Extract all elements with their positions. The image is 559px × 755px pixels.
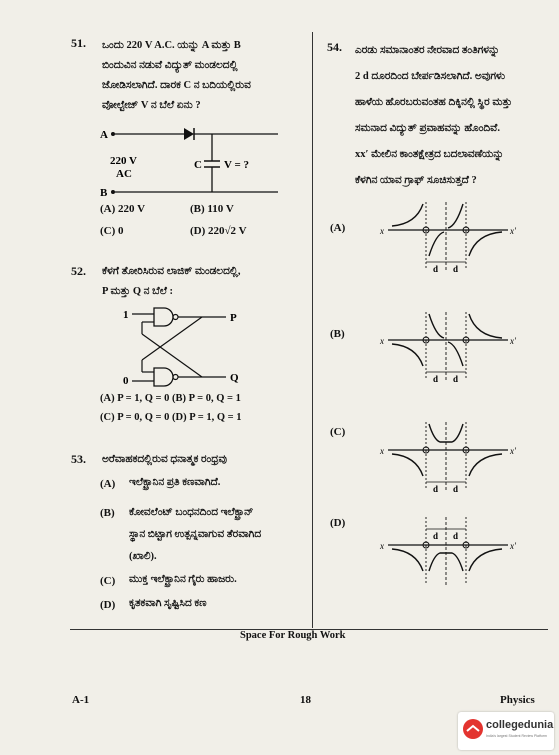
input-zero-label: 0 <box>123 375 129 387</box>
q51-option-a[interactable]: (A) 220 V <box>100 203 146 215</box>
question-54-number: 54. <box>327 40 342 54</box>
q51-option-b[interactable]: (B) 110 V <box>190 203 234 215</box>
x-axis-label: x <box>380 446 384 456</box>
footer-code: A-1 <box>72 694 90 706</box>
question-53-text: ಅರೆವಾಹಕದಲ್ಲಿರುವ ಧನಾತ್ಮಕ ರಂಧ್ರವು <box>102 454 228 465</box>
x-prime-axis-label: x′ <box>510 446 516 456</box>
distance-label: d <box>453 264 459 274</box>
question-53-number: 53. <box>71 452 86 466</box>
collegedunia-badge[interactable] <box>458 712 554 750</box>
nand-gate-icon <box>132 368 178 386</box>
question-51-text <box>102 36 251 116</box>
field-curve <box>392 204 423 226</box>
field-curve <box>392 344 423 366</box>
x-prime-axis-label: x′ <box>510 541 516 551</box>
q52-line: P ಮತ್ತು Q ನ ಬೆಲೆ : <box>102 286 174 297</box>
output-p-label: P <box>230 312 237 324</box>
q54-graph-c[interactable] <box>378 420 528 520</box>
distance-label: d <box>453 374 459 384</box>
source-label: 220 V <box>110 155 137 167</box>
q52-line: ಕೆಳಗೆ ತೋರಿಸಿರುವ ಲಾಜಿಕ್ ಮಂಡಲದಲ್ಲಿ, <box>102 266 241 277</box>
q53-option-c-key[interactable]: (C) <box>100 575 116 587</box>
q52-options-row-1[interactable]: (A) P = 1, Q = 0 (B) P = 0, Q = 1 <box>100 393 241 404</box>
q53-option-d-key[interactable]: (D) <box>100 599 116 611</box>
footer-subject: Physics <box>500 694 535 706</box>
q52-options-row-2[interactable]: (C) P = 0, Q = 0 (D) P = 1, Q = 1 <box>100 412 242 423</box>
field-curve <box>469 549 502 571</box>
distance-label: d <box>433 531 439 541</box>
distance-label: d <box>453 484 459 494</box>
rough-work-label: Space For Rough Work <box>240 630 346 641</box>
distance-label: d <box>453 531 459 541</box>
q52-logic-diagram <box>118 304 248 390</box>
q54-line: ಎರಡು ಸಮಾನಾಂತರ ನೇರವಾದ ತಂತಿಗಳನ್ನು <box>355 45 500 56</box>
distance-label: d <box>433 264 439 274</box>
q53-b-line: ಕೋವಲೆಂಟ್ ಬಂಧನದಿಂದ ಇಲೆಕ್ಟ್ರಾನ್ <box>129 507 254 518</box>
q53-option-d-text[interactable]: ಕೃತಕವಾಗಿ ಸೃಷ್ಟಿಸಿದ ಕಣ <box>129 598 207 609</box>
q51-option-d[interactable]: (D) 220√2 V <box>190 225 247 237</box>
q54-option-d-key[interactable]: (D) <box>330 517 346 529</box>
q54-line: ಸಮನಾದ ವಿದ್ಯುತ್ ಪ್ರವಾಹವನ್ನು ಹೊಂದಿವೆ. <box>355 123 500 134</box>
collegedunia-logo-icon <box>462 718 484 740</box>
source-label-ac: AC <box>116 168 132 180</box>
q54-graph-d[interactable] <box>378 515 528 615</box>
q54-option-a-key[interactable]: (A) <box>330 222 346 234</box>
q54-line: 2 d ದೂರದಿಂದ ಬೇರ್ಪಡಿಸಲಾಗಿದೆ. ಅವುಗಳು <box>355 71 506 82</box>
field-curve <box>392 549 423 571</box>
output-q-label: Q <box>230 372 239 384</box>
q53-b-line: ಸ್ಥಾನ ಬಿಟ್ಟಾಗ ಉತ್ಪನ್ನವಾಗುವ ತೆರವಾಗಿದ <box>129 529 262 540</box>
question-51-number: 51. <box>71 36 86 50</box>
q53-option-a-text[interactable]: ಇಲೆಕ್ಟ್ರಾನಿನ ಪ್ರತಿ ಕಣವಾಗಿದೆ. <box>129 477 221 488</box>
q53-option-b-key[interactable]: (B) <box>100 507 115 519</box>
collegedunia-name: collegedunia <box>486 719 554 731</box>
x-prime-axis-label: x′ <box>510 226 516 236</box>
voltage-label: V = ? <box>224 159 250 171</box>
field-curve <box>392 454 423 476</box>
column-divider <box>312 32 313 628</box>
question-54-text <box>355 38 551 194</box>
q51-line: ಬಿಂದುವಿನ ನಡುವೆ ವಿದ್ಯುತ್ ಮಂಡಲದಲ್ಲಿ <box>102 60 238 71</box>
q51-option-c[interactable]: (C) 0 <box>100 225 124 237</box>
q53-option-b-text[interactable] <box>129 502 261 568</box>
field-curve <box>469 314 502 338</box>
distance-label: d <box>433 374 439 384</box>
field-curve <box>469 232 502 256</box>
q54-line: ಹಾಳೆಯ ಹೊರಬರುವಂತಹ ದಿಕ್ಕಿನಲ್ಲಿ ಸ್ಥಿರ ಮತ್ತು <box>355 97 513 108</box>
x-axis-label: x <box>380 336 384 346</box>
input-one-label: 1 <box>123 309 129 321</box>
circuit-label-b: B <box>100 187 108 199</box>
q54-line: ಕೆಳಗಿನ ಯಾವ ಗ್ರಾಫ್ ಸೂಚಿಸುತ್ತದೆ ? <box>355 175 477 186</box>
question-52-number: 52. <box>71 264 86 278</box>
distance-label: d <box>433 484 439 494</box>
x-axis-label: x <box>380 226 384 236</box>
q54-graph-a[interactable] <box>378 200 528 300</box>
q51-line: ಜೋಡಿಸಲಾಗಿದೆ. ದಾರಕ C ನ ಬದಿಯಲ್ಲಿರುವ <box>102 80 251 91</box>
diode-icon <box>184 128 194 140</box>
question-52-text <box>102 262 240 302</box>
q51-line: ಒಂದು 220 V A.C. ಯನ್ನು A ಮತ್ತು B <box>102 40 241 51</box>
q51-line: ವೋಲ್ಟೇಜ್ V ನ ಬೆಲೆ ಏನು ? <box>102 100 201 111</box>
q54-graph-b[interactable] <box>378 310 528 410</box>
collegedunia-tagline: India's largest Student Review Platform <box>486 734 547 738</box>
q53-option-c-text[interactable]: ಮುಕ್ತ ಇಲೆಕ್ಟ್ರಾನಿನ ಗೈರು ಹಾಜರು. <box>129 574 237 585</box>
q54-option-c-key[interactable]: (C) <box>330 426 346 438</box>
q54-option-b-key[interactable]: (B) <box>330 328 345 340</box>
x-axis-label: x <box>380 541 384 551</box>
page-number: 18 <box>300 694 311 706</box>
q51-circuit-diagram <box>100 120 290 202</box>
q53-option-a-key[interactable]: (A) <box>100 478 116 490</box>
capacitor-label: C <box>194 159 202 171</box>
circuit-label-a: A <box>100 129 108 141</box>
q54-line: xx′ ಮೇಲಿನ ಕಾಂತಕ್ಷೇತ್ರದ ಬದಲಾವಣೆಯನ್ನು <box>355 149 504 160</box>
x-prime-axis-label: x′ <box>510 336 516 346</box>
nand-gate-icon <box>132 308 178 326</box>
field-curve <box>469 454 502 476</box>
q53-b-line: (ಖಾಲಿ). <box>129 551 157 562</box>
